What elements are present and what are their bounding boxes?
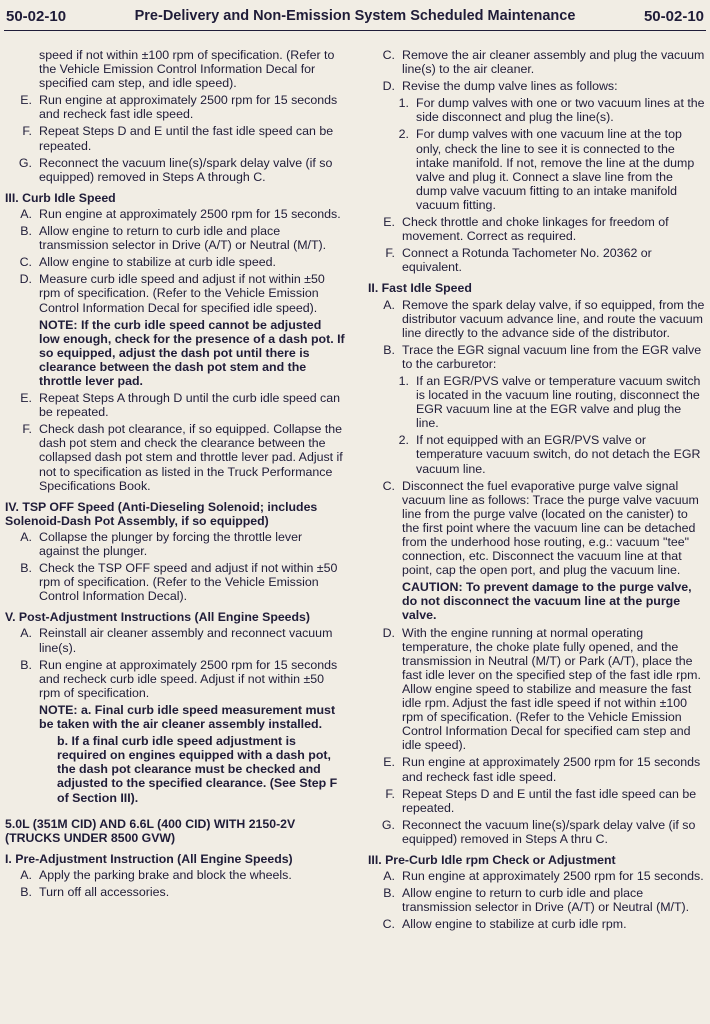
step-text: Allow engine to return to curb idle and place transmission selector in Drive (A/T) or Neutral (M/T). — [402, 886, 690, 915]
step-text: Reinstall air cleaner assembly and reconnect vacuum line(s). — [39, 626, 333, 655]
step-letter: C. — [382, 478, 395, 493]
list-item — [5, 207, 345, 221]
list — [5, 868, 345, 899]
list-item — [386, 374, 705, 430]
list — [368, 215, 705, 274]
step-text: Remove the air cleaner assembly and plug the vacuum line(s) to the air cleaner. — [402, 48, 705, 77]
step-text: Check dash pot clearance, if so equipped. Collapse the dash pot stem and check the clearance between the collapsed dash pot stem and throttle lever pad. Adjust if not to specification as listed in the Truck Performance Specifications Book. — [39, 422, 343, 493]
page-number-left: 50-02-10 — [6, 8, 67, 25]
step-letter: A. — [20, 206, 32, 221]
step-letter: A. — [20, 867, 32, 882]
step-text: Run engine at approximately 2500 rpm for 15 seconds and recheck fast idle speed. — [39, 93, 338, 122]
step-letter: F. — [22, 422, 32, 437]
list-item — [5, 255, 345, 269]
step-letter: E. — [383, 755, 395, 770]
step-letter: G. — [18, 155, 32, 170]
list-item — [368, 886, 705, 914]
step-text: Trace the EGR signal vacuum line from the EGR valve to the carburetor: — [402, 342, 702, 371]
step-text: Repeat Steps D and E until the fast idle speed can be repeated. — [39, 124, 334, 153]
step-text: Remove the spark delay valve, if so equipped, from the distributor vacuum advance line, and route the vacuum line directly to the advance side of the distributor. — [402, 297, 705, 340]
list-item — [5, 658, 345, 700]
list-item — [368, 343, 705, 371]
step-letter: G. — [381, 817, 395, 832]
step-text: For dump valves with one vacuum line at the top only, check the line to see it is connected to the intake manifold. If not, remove the line at the dump valve and plug it. Connect a slave line from the dump valve vacuum fitting to an intake manifold vacuum fitting. — [416, 127, 695, 212]
list-item — [5, 422, 345, 492]
step-letter: E. — [20, 391, 32, 406]
step-text: Allow engine to stabilize at curb idle rpm. — [402, 917, 627, 932]
list-item — [386, 127, 705, 212]
step-text: Run engine at approximately 2500 rpm for 15 seconds. — [402, 869, 704, 884]
sub-step-number: 1. — [398, 373, 409, 388]
step-letter: B. — [383, 886, 395, 901]
step-letter: A. — [383, 869, 395, 884]
step-text: Repeat Steps D and E until the fast idle speed can be repeated. — [402, 786, 697, 815]
sub-step-number: 1. — [398, 96, 409, 111]
step-letter: C. — [19, 255, 32, 270]
note: b. If a final curb idle speed adjustment is required on engines equipped with a dash pot, the dash pot clearance must be checked and adjusted to the specified clearance. (See Step F of Section III). — [57, 734, 338, 805]
step-letter: C. — [382, 917, 395, 932]
step-text: Run engine at approximately 2500 rpm for 15 seconds and recheck fast idle speed. — [402, 755, 701, 784]
sub-step-number: 2. — [398, 433, 409, 448]
step-text: With the engine running at normal operating temperature, the choke plate fully opened, and the transmission in Neutral (M/T) or Park (A/T), place the fast idle lever on the specified step of the fast idle rpm. Allow engine speed to stabilize and measure the fast idle rpm. Adjust the fast idle speed if not within ±100 rpm of specification. (Refer to the Vehicle Emission Control Information Decal for specified cam step and idle speed). — [402, 625, 701, 753]
header-rule — [4, 30, 706, 31]
list — [5, 530, 345, 603]
list-item — [5, 224, 345, 252]
section-heading-post-adjustment: V. Post-Adjustment Instructions (All Engine Speeds) — [5, 610, 310, 625]
step-text: For dump valves with one or two vacuum lines at the side disconnect and plug the line(s). — [416, 96, 705, 125]
step-text: Measure curb idle speed and adjust if not within ±50 rpm of specification. (Refer to the Vehicle Emission Control Information Decal for specified idle speed). — [39, 272, 325, 315]
step-letter: D. — [382, 625, 395, 640]
right-column — [368, 48, 705, 934]
list-item — [368, 298, 705, 340]
list — [5, 626, 345, 699]
list-item — [5, 156, 345, 184]
step-text: Turn off all accessories. — [39, 884, 170, 899]
step-text: Reconnect the vacuum line(s)/spark delay valve (if so equipped) removed in Steps A through C. — [39, 155, 333, 184]
list-item — [368, 787, 705, 815]
page-number-right: 50-02-10 — [643, 8, 704, 25]
list-item — [368, 818, 705, 846]
step-letter: D. — [382, 79, 395, 94]
step-text: Check throttle and choke linkages for freedom of movement. Correct as required. — [402, 215, 669, 244]
list-item — [5, 272, 345, 314]
list-item — [5, 530, 345, 558]
step-text: Apply the parking brake and block the wheels. — [39, 867, 292, 882]
list — [5, 93, 345, 184]
left-column — [5, 48, 345, 902]
list-item — [368, 479, 705, 578]
list-item — [386, 96, 705, 124]
list — [368, 96, 705, 212]
list — [5, 207, 345, 315]
list — [5, 391, 345, 493]
step-letter: E. — [20, 93, 32, 108]
step-text: Allow engine to return to curb idle and place transmission selector in Drive (A/T) or Neutral (M/T). — [39, 224, 327, 253]
list-item — [5, 124, 345, 152]
step-text: Disconnect the fuel evaporative purge valve signal vacuum line as follows: Trace the purge valve vacuum line from the purge valve (located on the canister) to the first point where the vacuum line can be detached from the underhood hose routing, e.g.: vacuum "tee" connection, etc. Disconnect the vacuum line at that point, cap the open port, and plug the vacuum line. — [402, 478, 699, 578]
step-letter: F. — [22, 124, 32, 139]
step-letter: A. — [20, 626, 32, 641]
note: NOTE: a. Final curb idle speed measurement must be taken with the air cleaner assembly installed. — [39, 702, 336, 732]
list-item — [368, 917, 705, 931]
section-heading-fast-idle: II. Fast Idle Speed — [368, 281, 472, 296]
page-title: Pre-Delivery and Non-Emission System Scheduled Maintenance — [134, 8, 576, 24]
sub-step-number: 2. — [398, 127, 409, 142]
step-text: Revise the dump valve lines as follows: — [402, 79, 618, 94]
step-text: Run engine at approximately 2500 rpm for 15 seconds and recheck curb idle speed. Adjust if not within ±50 rpm of specification. — [39, 657, 338, 700]
list-item — [5, 626, 345, 654]
section-heading-tsp-off: IV. TSP OFF Speed (Anti-Dieseling Solenoid; includes Solenoid-Dash Pot Assembly, if so equipped) — [5, 499, 318, 528]
list-item — [368, 48, 705, 76]
step-text: Run engine at approximately 2500 rpm for 15 seconds. — [39, 206, 341, 221]
step-letter: B. — [20, 657, 32, 672]
step-text: Repeat Steps A through D until the curb idle speed can be repeated. — [39, 391, 341, 420]
list-item — [368, 869, 705, 883]
step-letter: B. — [20, 224, 32, 239]
list-item — [5, 93, 345, 121]
step-text: Allow engine to stabilize at curb idle speed. — [39, 255, 276, 270]
list-item — [5, 885, 345, 899]
list-item — [368, 755, 705, 783]
caution: CAUTION: To prevent damage to the purge valve, do not disconnect the vacuum line at the purge valve. — [402, 580, 692, 623]
step-letter: D. — [19, 272, 32, 287]
list-item — [368, 626, 705, 753]
engine-heading: 5.0L (351M CID) AND 6.6L (400 CID) WITH 2150-2V (TRUCKS UNDER 8500 GVW) — [5, 816, 296, 845]
list-item — [5, 391, 345, 419]
step-text: Check the TSP OFF speed and adjust if not within ±50 rpm of specification. (Refer to the Vehicle Emission Control Information Decal). — [39, 561, 338, 604]
step-text: If an EGR/PVS valve or temperature vacuum switch is located in the vacuum line routing, disconnect the EGR vacuum line at the EGR valve and plug the line. — [416, 373, 701, 431]
list-item — [5, 868, 345, 882]
step-letter: C. — [382, 48, 395, 62]
list — [368, 48, 705, 93]
step-text: If not equipped with an EGR/PVS valve or temperature vacuum switch, do not detach the EGR vacuum line. — [416, 433, 701, 476]
step-letter: A. — [383, 297, 395, 312]
step-text: Collapse the plunger by forcing the throttle lever against the plunger. — [39, 529, 303, 558]
list-item — [5, 561, 345, 603]
step-text: Reconnect the vacuum line(s)/spark delay valve (if so equipped) removed in Steps A thru C. — [402, 817, 696, 846]
step-letter: B. — [383, 342, 395, 357]
list — [368, 869, 705, 931]
section-heading-pre-adjustment: I. Pre-Adjustment Instruction (All Engine Speeds) — [5, 851, 293, 866]
step-letter: B. — [20, 561, 32, 576]
list — [368, 374, 705, 476]
list-item — [386, 433, 705, 475]
list-item — [368, 246, 705, 274]
step-letter: E. — [383, 215, 395, 230]
step-letter: A. — [20, 529, 32, 544]
section-heading-curb-idle: III. Curb Idle Speed — [5, 190, 116, 205]
list-item — [368, 79, 705, 93]
step-letter: F. — [385, 786, 395, 801]
list-item — [368, 215, 705, 243]
continued-paragraph: speed if not within ±100 rpm of specification. (Refer to the Vehicle Emission Control Information Decal for specified cam step, and idle speed). — [39, 48, 335, 91]
list — [368, 626, 705, 846]
page-header — [0, 0, 710, 30]
note: NOTE: If the curb idle speed cannot be adjusted low enough, check for the presence of a dash pot. If so equipped, adjust the dash pot until there is clearance between the dash pot stem and the throttle lever pad. — [39, 317, 345, 388]
step-letter: F. — [385, 246, 395, 261]
step-letter: B. — [20, 884, 32, 899]
list — [368, 298, 705, 371]
section-heading-pre-curb-idle: III. Pre-Curb Idle rpm Check or Adjustment — [368, 852, 616, 867]
step-text: Connect a Rotunda Tachometer No. 20362 or equivalent. — [402, 246, 652, 275]
